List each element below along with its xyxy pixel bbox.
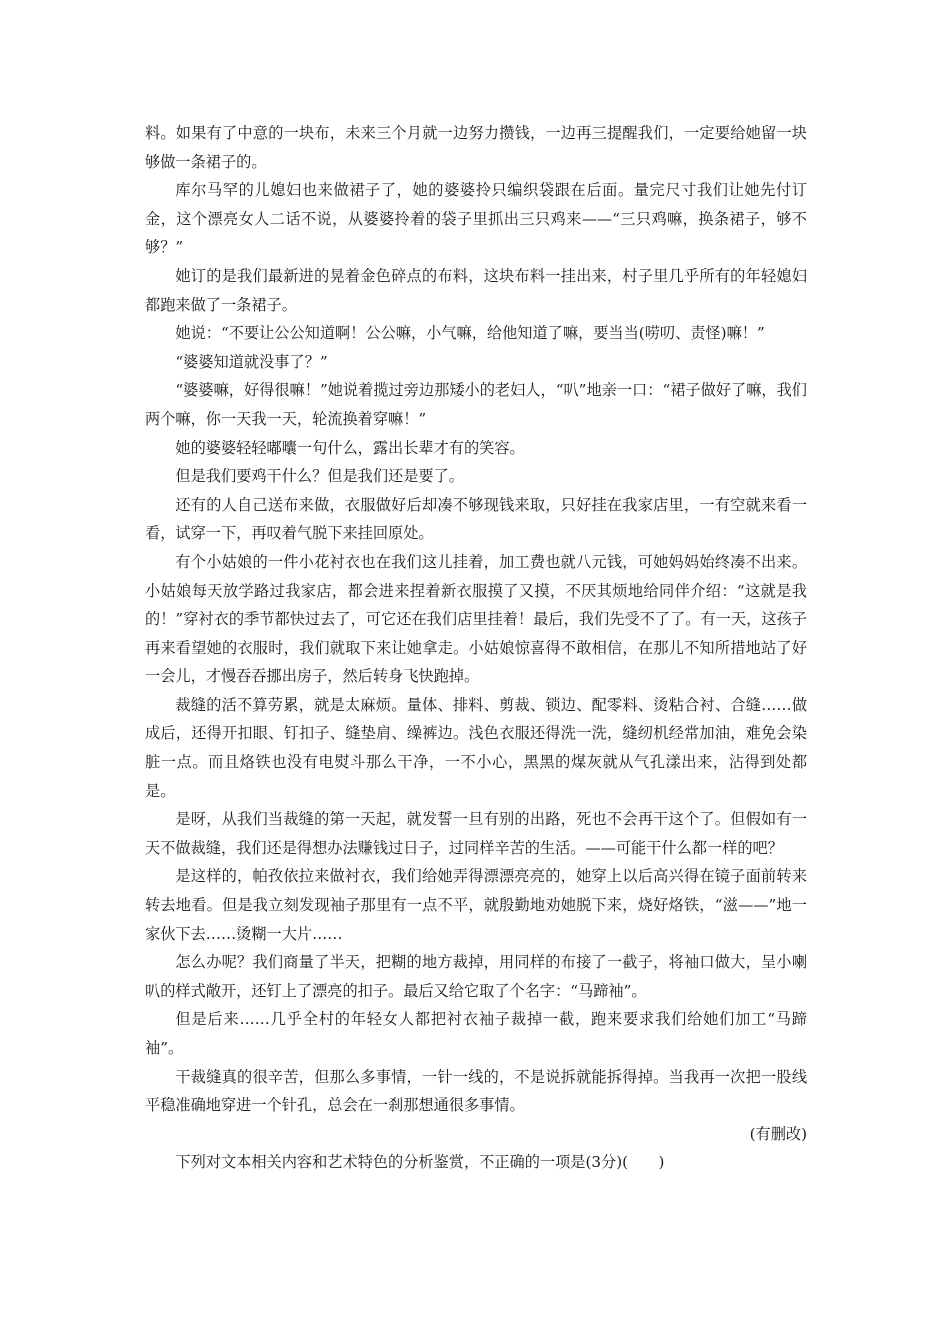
paragraph-7: 她的婆婆轻轻嘟囔一句什么，露出长辈才有的笑容。 [175, 438, 525, 457]
source-note: (有删改) [749, 1124, 807, 1143]
document-body [145, 119, 807, 1177]
paragraph-3: 她订的是我们最新进的晃着金色碎点的布料，这块布料一挂出来，村子里几乎所有的年轻媳妇都跑来做了一条裙子。 [145, 266, 807, 314]
paragraph-4: 她说：“不要让公公知道啊！公公嘛，小气嘛，给他知道了嘛，要当当(唠叨、责怪)嘛！” [175, 324, 765, 343]
paragraph-9: 还有的人自己送布来做，衣服做好后却凑不够现钱来取，只好挂在我家店里，一有空就来看一看，试穿一下，再叹着气脱下来挂回原处。 [145, 495, 807, 543]
question-prompt: 下列对文本相关内容和艺术特色的分析鉴赏，不正确的一项是(3分)( ) [175, 1153, 665, 1172]
paragraph-16: 干裁缝真的很辛苦，但那么多事情，一针一线的，不是说拆就能拆得掉。当我再一次把一股线平稳准确地穿进一个针孔，总会在一刹那想通很多事情。 [145, 1067, 807, 1115]
paragraph-13: 是这样的，帕孜依拉来做衬衣，我们给她弄得漂漂亮亮的，她穿上以后高兴得在镜子面前转来转去地看。但是我立刻发现袖子那里有一点不平，就殷勤地劝她脱下来，烧好烙铁，“滋——”地一家伙下去……烫糊一大片…… [145, 867, 807, 943]
paragraph-2: 库尔马罕的儿媳妇也来做裙子了，她的婆婆拎只编织袋跟在后面。量完尺寸我们让她先付订金，这个漂亮女人二话不说，从婆婆拎着的袋子里抓出三只鸡来——“三只鸡嘛，换条裙子，够不够？” [145, 181, 807, 257]
paragraph-12: 是呀，从我们当裁缝的第一天起，就发誓一旦有别的出路，死也不会再干这个了。但假如有一天不做裁缝，我们还是得想办法赚钱过日子，过同样辛苦的生活。——可能干什么都一样的吧？ [145, 810, 807, 857]
paragraph-14: 怎么办呢？我们商量了半天，把糊的地方裁掉，用同样的布接了一截子，将袖口做大，呈小喇叭的样式敞开，还钉上了漂亮的扣子。最后又给它取了个名字：“马蹄袖”。 [145, 953, 807, 1000]
paragraph-10: 有个小姑娘的一件小花衬衣也在我们这儿挂着，加工费也就八元钱，可她妈妈始终凑不出来。小姑娘每天放学路过我家店，都会进来捏着新衣服摸了又摸，不厌其烦地给同伴介绍：“这就是我的！”穿衬衣的季节都快过去了，可它还在我们店里挂着！最后，我们先受不了了。有一天，这孩子再来看望她的衣服时，我们就取下来让她拿走。小姑娘惊喜得不敢相信，在那儿不知所措地站了好一会儿，才慢吞吞挪出房子，然后转身飞快跑掉。 [145, 552, 807, 686]
paragraph-8: 但是我们要鸡干什么？但是我们还是要了。 [175, 467, 464, 486]
paragraph-6: “婆婆嘛，好得很嘛！”她说着揽过旁边那矮小的老妇人，“叭”地亲一口：“裙子做好了嘛，我们两个嘛，你一天我一天，轮流换着穿嘛！” [145, 381, 807, 428]
paragraph-5: “婆婆知道就没事了？” [175, 352, 328, 371]
paragraph-15: 但是后来……几乎全村的年轻女人都把衬衣袖子裁掉一截，跑来要求我们给她们加工“马蹄袖”。 [145, 1010, 807, 1057]
paragraph-11: 裁缝的活不算劳累，就是太麻烦。量体、排料、剪裁、锁边、配零料、烫粘合衬、合缝……做成后，还得开扣眼、钉扣子、缝垫肩、缲裤边。浅色衣服还得洗一洗，缝纫机经常加油，难免会染脏一点。而且烙铁也没有电熨斗那么干净，一不小心，黑黑的煤灰就从气孔漾出来，沾得到处都是。 [145, 695, 807, 800]
paragraph-1: 料。如果有了中意的一块布，未来三个月就一边努力攒钱，一边再三提醒我们，一定要给她留一块够做一条裙子的。 [145, 124, 807, 171]
